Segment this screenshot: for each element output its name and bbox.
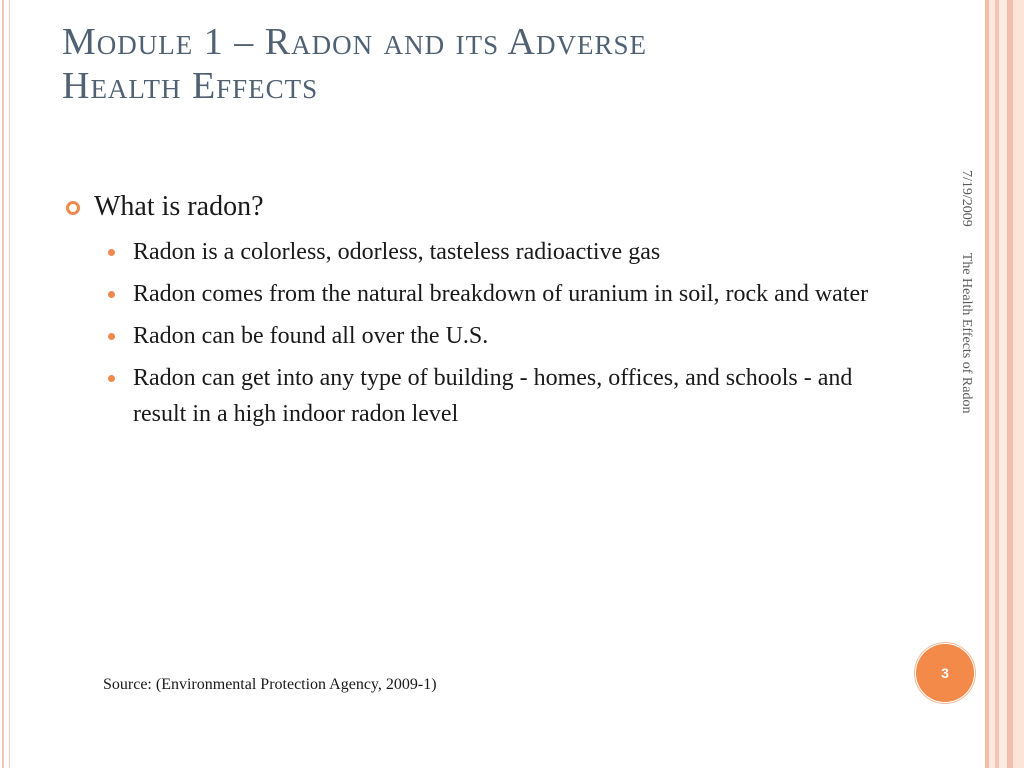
sub-bullet-list <box>66 234 896 432</box>
sub-bullet-item <box>106 276 893 312</box>
dot-bullet-icon <box>108 375 115 382</box>
footer-title: The Health Effects of Radon <box>959 252 974 414</box>
vertical-footer <box>950 170 974 500</box>
sub-bullet-item <box>106 234 893 270</box>
source-citation: Source: (Environmental Protection Agency, 2009-1) <box>103 676 437 693</box>
bullet-level-1 <box>66 188 896 226</box>
sub-bullet-item <box>106 318 893 354</box>
page-number: 3 <box>941 665 949 681</box>
sub-bullet-item <box>106 360 893 432</box>
sub-bullet-text: Radon can be found all over the U.S. <box>133 323 489 349</box>
slide-body <box>66 188 896 438</box>
dot-bullet-icon <box>108 291 115 298</box>
left-border-line <box>2 0 4 768</box>
dot-bullet-icon <box>108 249 115 256</box>
dot-bullet-icon <box>108 333 115 340</box>
slide-title-line-1: Module 1 – Radon and its Adverse <box>62 21 647 63</box>
sub-bullet-text: Radon is a colorless, odorless, tasteless radioactive gas <box>133 239 661 265</box>
slide-date: 7/19/2009 <box>959 170 974 227</box>
page-number-badge <box>916 644 974 702</box>
sub-bullet-text: Radon can get into any type of building - homes, offices, and schools - and result in a high indoor radon level <box>133 365 853 427</box>
sub-bullet-text: Radon comes from the natural breakdown of uranium in soil, rock and water <box>133 281 869 307</box>
right-border-stripes <box>983 0 1024 768</box>
slide-title-line-2: Health Effects <box>62 65 319 107</box>
ring-bullet-icon <box>66 201 80 215</box>
slide-title <box>62 20 922 108</box>
bullet-heading-text: What is radon? <box>94 191 264 222</box>
left-border-line-inner <box>9 0 10 768</box>
